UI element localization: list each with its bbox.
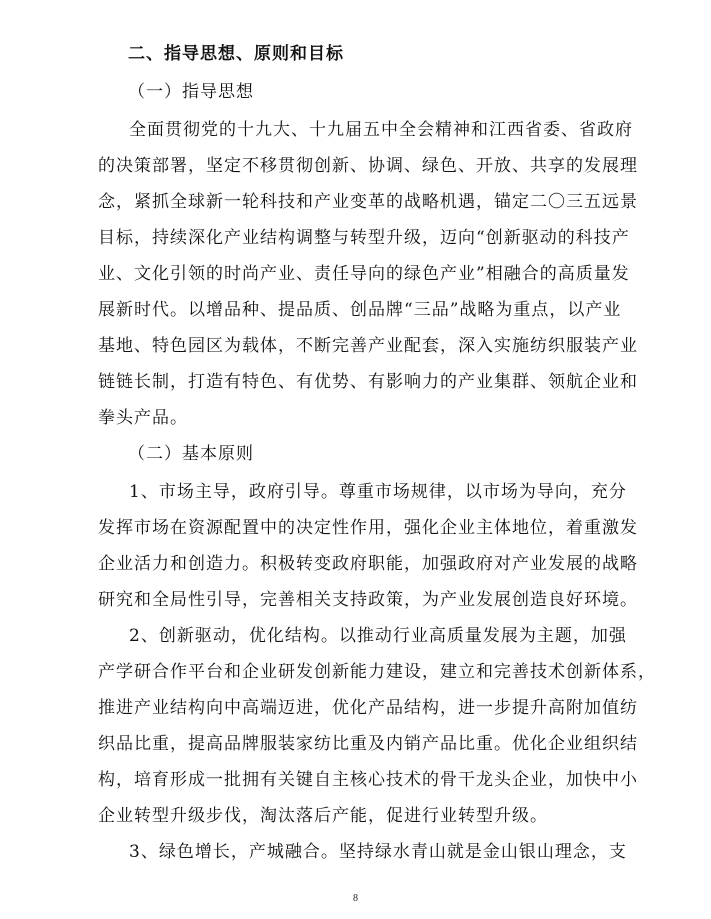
paragraph-line: 链链长制，打造有特色、有优势、有影响力的产业集群、领航企业和 <box>98 372 638 392</box>
paragraph-line: 目标，持续深化产业结构调整与转型升级，迈向“创新驱动的科技产 <box>98 228 630 248</box>
page-number: 8 <box>353 893 358 904</box>
paragraph-line: 拳头产品。 <box>98 408 188 428</box>
paragraph-line: 3、绿色增长，产城融合。坚持绿水青山就是金山银山理念，支 <box>129 842 627 862</box>
paragraph-line: 念，紧抓全球新一轮科技和产业变革的战略机遇，锚定二〇三五远景 <box>98 192 638 212</box>
paragraph-line: 研究和全局性引导，完善相关支持政策，为产业发展创造良好环境。 <box>98 590 638 610</box>
paragraph-line: 产学研合作平台和企业研发创新能力建设，建立和完善技术创新体系， <box>98 662 656 682</box>
paragraph-line: 2、创新驱动，优化结构。以推动行业高质量发展为主题，加强 <box>129 626 627 646</box>
paragraph-line: 发挥市场在资源配置中的决定性作用，强化企业主体地位，着重激发 <box>98 518 638 538</box>
subsection-title-basic-principles: （二）基本原则 <box>128 444 254 464</box>
paragraph-line: 企业活力和创造力。积极转变政府职能，加强政府对产业发展的战略 <box>98 554 638 574</box>
paragraph-line: 织品比重，提高品牌服装家纺比重及内销产品比重。优化企业组织结 <box>98 734 638 754</box>
paragraph-line: 展新时代。以增品种、提品质、创品牌“三品”战略为重点，以产业 <box>98 300 622 320</box>
paragraph-line: 企业转型升级步伐，淘汰落后产能，促进行业转型升级。 <box>98 806 548 826</box>
paragraph-line: 1、市场主导，政府引导。尊重市场规律，以市场为导向，充分 <box>129 482 627 502</box>
paragraph-line: 基地、特色园区为载体，不断完善产业配套，深入实施纺织服装产业 <box>98 336 638 356</box>
paragraph-line: 构，培育形成一批拥有关键自主核心技术的骨干龙头企业，加快中小 <box>98 770 638 790</box>
subsection-title-guiding-ideology: （一）指导思想 <box>128 82 254 102</box>
section-heading: 二、指导思想、原则和目标 <box>128 44 344 64</box>
paragraph-line: 推进产业结构向中高端迈进，优化产品结构，进一步提升高附加值纺 <box>98 698 638 718</box>
paragraph-line: 的决策部署，坚定不移贯彻创新、协调、绿色、开放、共享的发展理 <box>98 156 638 176</box>
paragraph-line: 全面贯彻党的十九大、十九届五中全会精神和江西省委、省政府 <box>129 120 633 140</box>
paragraph-line: 业、文化引领的时尚产业、责任导向的绿色产业”相融合的高质量发 <box>98 264 630 284</box>
